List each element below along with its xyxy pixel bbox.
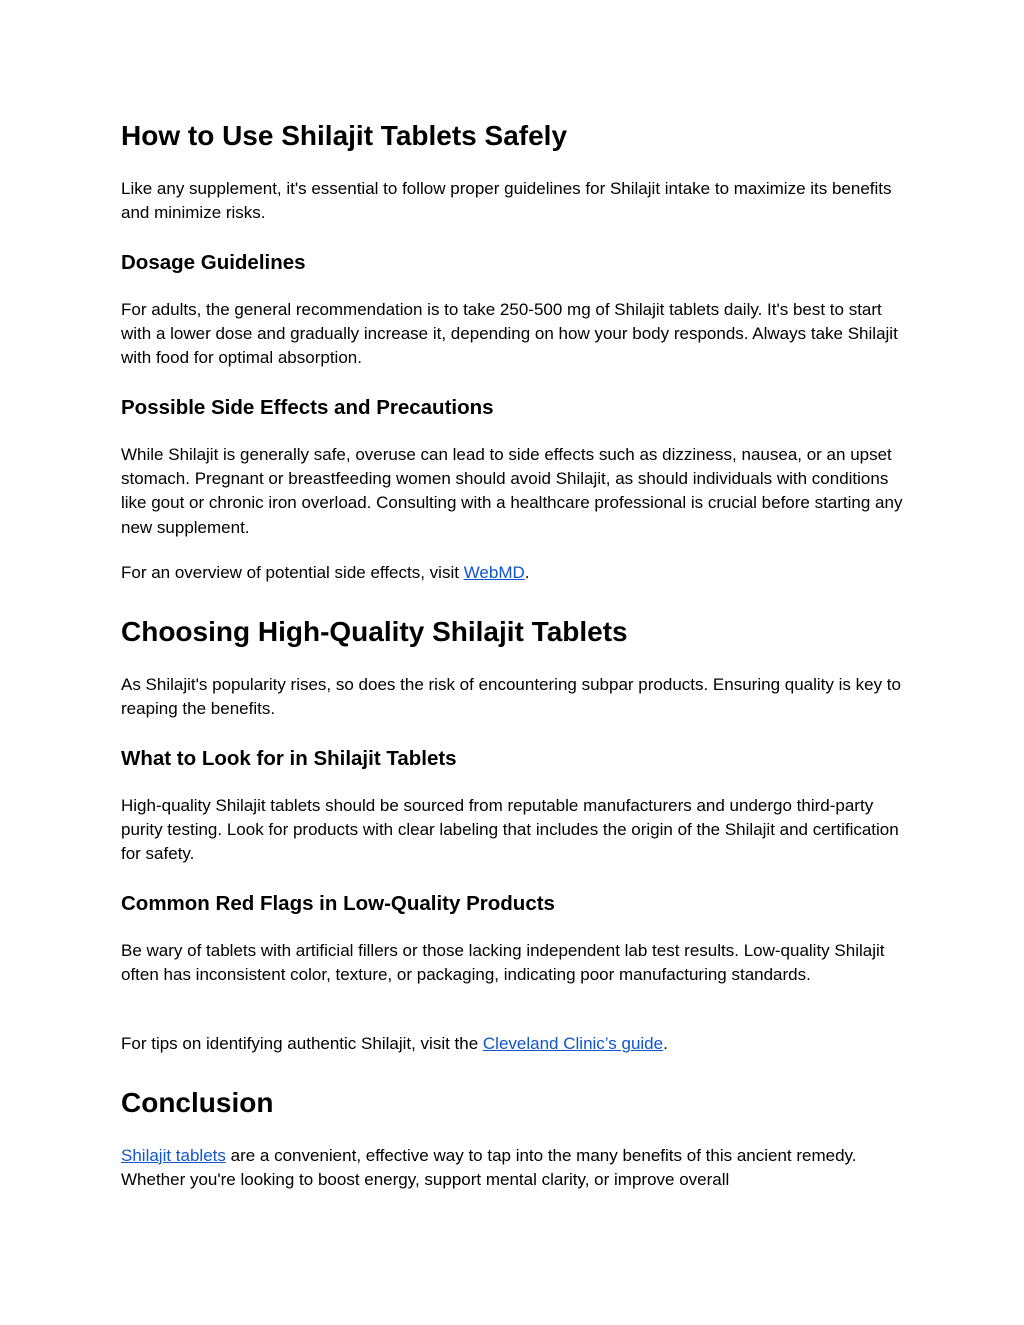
tips-prefix: For tips on identifying authentic Shilajit, visit the (121, 1034, 483, 1053)
look-for-heading: What to Look for in Shilajit Tablets (121, 747, 457, 770)
overview-suffix: . (524, 563, 530, 582)
section-title-conclusion: Conclusion (121, 1087, 274, 1118)
overview-prefix: For an overview of potential side effects, visit (121, 563, 464, 582)
tips-paragraph (121, 1032, 911, 1056)
tips-suffix: . (663, 1034, 668, 1053)
dosage-paragraph: For adults, the general recommendation is to take 250-500 mg of Shilajit tablets daily. It's best to start with a lower dose and gradually increase it, depending on how your body responds. Always take Shilajit with food for optimal absorption. (121, 300, 898, 368)
shilajit-tablets-link[interactable]: Shilajit tablets (121, 1146, 226, 1165)
side-effects-heading: Possible Side Effects and Precautions (121, 396, 494, 419)
side-effects-paragraph: While Shilajit is generally safe, overuse can lead to side effects such as dizziness, nausea, or an upset stomach. Pregnant or breastfeeding women should avoid Shilajit, as should individuals with conditions like gout or chronic iron overload. Consulting with a healthcare professional is crucial before starting any new supplement. (121, 445, 903, 537)
red-flags-heading: Common Red Flags in Low-Quality Products (121, 892, 555, 915)
safe-use-intro: Like any supplement, it's essential to follow proper guidelines for Shilajit intake to maximize its benefits and minimize risks. (121, 179, 892, 223)
choosing-intro: As Shilajit's popularity rises, so does the risk of encountering subpar products. Ensuring quality is key to reaping the benefits. (121, 675, 901, 719)
section-title-safe-use: How to Use Shilajit Tablets Safely (121, 120, 568, 151)
section-title-choosing: Choosing High-Quality Shilajit Tablets (121, 616, 628, 647)
red-flags-paragraph: Be wary of tablets with artificial fillers or those lacking independent lab test results. Low-quality Shilajit often has inconsistent color, texture, or packaging, indicating poor manufacturing standards. (121, 941, 885, 985)
look-for-paragraph: High-quality Shilajit tablets should be sourced from reputable manufacturers and undergo third-party purity testing. Look for products with clear labeling that includes the origin of the Shilajit and certification for safety. (121, 796, 899, 864)
conclusion-paragraph (121, 1144, 911, 1192)
cleveland-clinic-link[interactable]: Cleveland Clinic’s guide (482, 1034, 664, 1053)
webmd-link[interactable]: WebMD (463, 563, 525, 582)
overview-paragraph (121, 561, 911, 585)
conclusion-text: are a convenient, effective way to tap into the many benefits of this ancient remedy. Whether you're looking to boost energy, support mental clarity, or improve overall (121, 1146, 857, 1190)
dosage-heading: Dosage Guidelines (121, 251, 306, 274)
